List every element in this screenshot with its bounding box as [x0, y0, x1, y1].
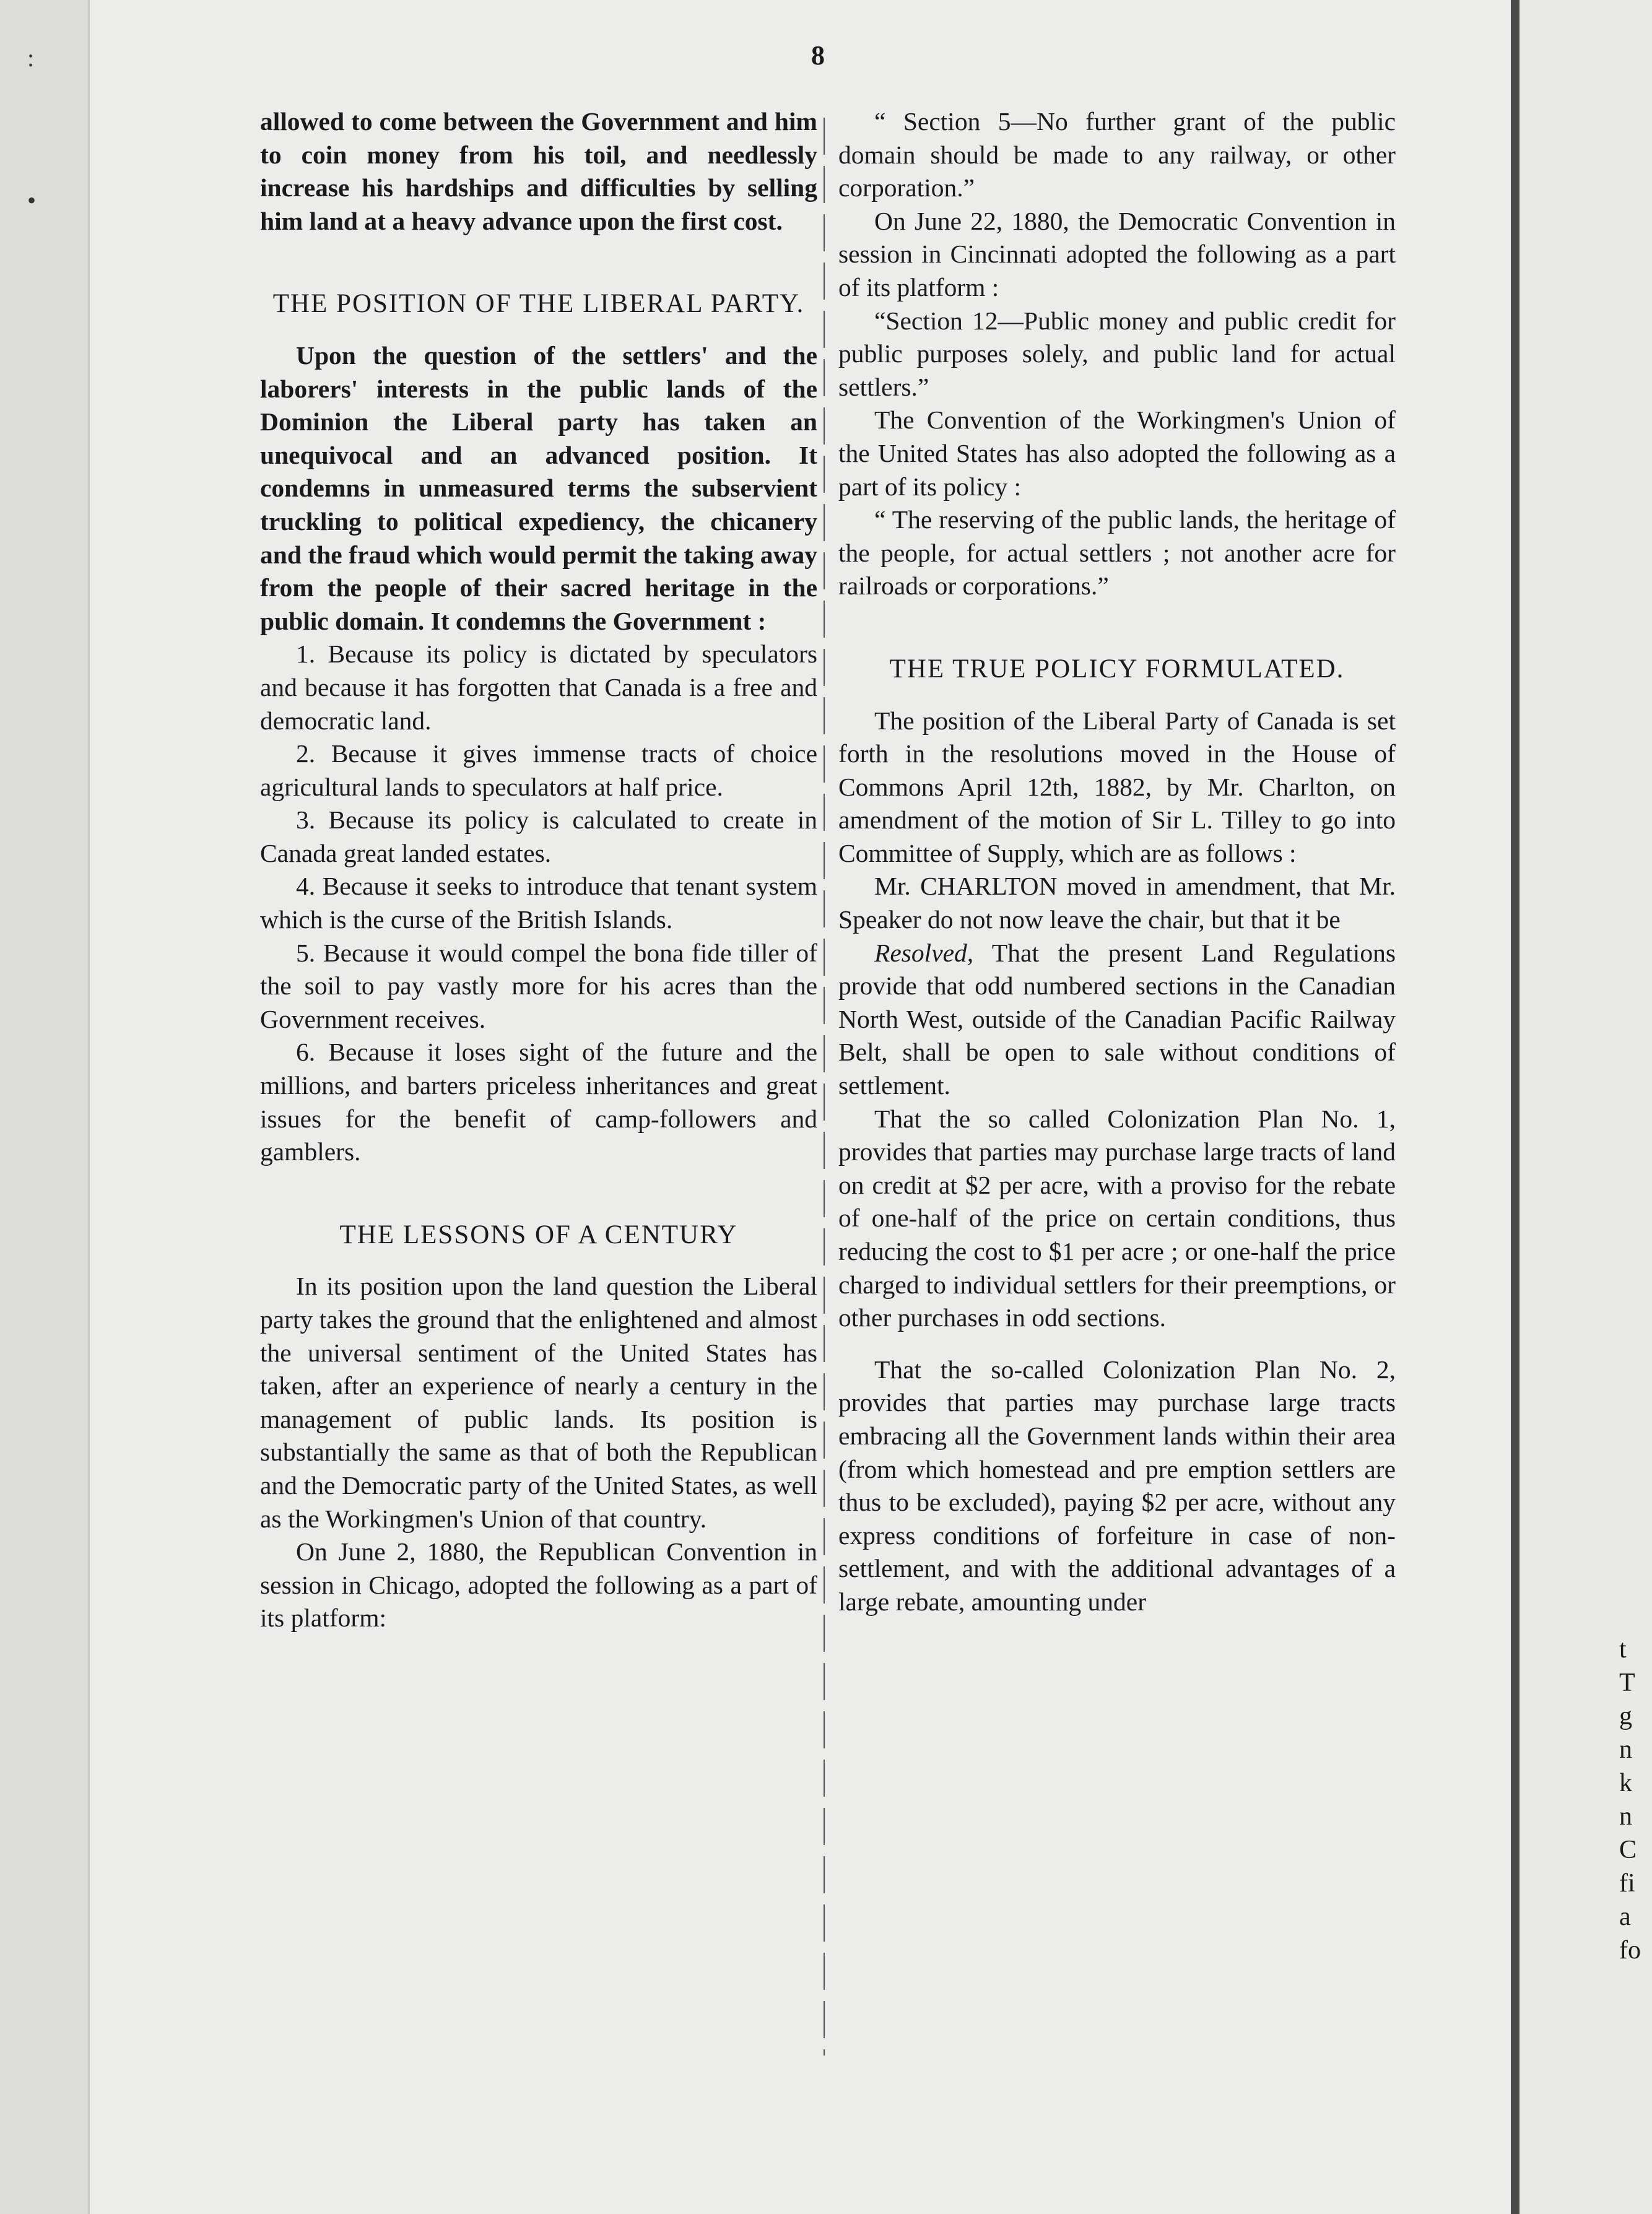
next-page-fragment: fo — [1619, 1936, 1641, 1964]
intro-paragraph: allowed to come between the Government and him to coin money from his toil, and needlessly increase his hardships and difficulties by selling him land at a heavy advance upon the first cost. — [260, 107, 817, 235]
heading-liberal-position: THE POSITION OF THE LIBERAL PARTY. — [272, 289, 805, 319]
margin-mark: • — [27, 186, 37, 214]
next-page-fragment: C — [1619, 1836, 1637, 1864]
heading-lessons: THE LESSONS OF A CENTURY — [339, 1220, 738, 1249]
section12-quote: “Section 12—Public money and public credit for public purposes solely, and public land for actual settlers.” — [838, 306, 1396, 401]
reason-item: 6. Because it loses sight of the future and the millions, and barters priceless inheritances and great issues for the benefit of camp-followers and gamblers. — [260, 1038, 817, 1166]
reason-item: 2. Because it gives immense tracts of choice agricultural lands to speculators at half price. — [260, 739, 817, 801]
resolved-label: Resolved, — [874, 938, 974, 967]
next-page-fragment: fi — [1619, 1869, 1635, 1898]
heading-true-policy: THE TRUE POLICY FORMULATED. — [889, 654, 1345, 684]
workingmen-paragraph: The Convention of the Workingmen's Union of the United States has also adopted the following as a part of its policy : — [838, 406, 1396, 501]
reason-item: 3. Because its policy is calculated to create in Canada great landed estates. — [260, 805, 817, 867]
charlton-paragraph: Mr. CHARLTON moved in amendment, that Mr. Speaker do not now leave the chair, but that it be — [838, 872, 1396, 934]
page-edge-shadow — [1511, 0, 1519, 2214]
liberal-paragraph: Upon the question of the settlers' and the laborers' interests in the public lands of the Dominion the Liberal party has taken an unequivocal and an advanced position. It condemns in unmeasured terms the subservient truckling to political expediency, the chicanery and the fraud which would permit the taking away from the people of their sacred heritage in the public domain. It condemns the Government : — [260, 341, 817, 635]
reserving-quote: “ The reserving of the public lands, the heritage of the people, for actual settlers ; not another acre for railroads or corporations.” — [838, 505, 1396, 601]
position-paragraph: The position of the Liberal Party of Canada is set forth in the resolutions moved in the House of Commons April 12th, 1882, by Mr. Charlton, on amendment of the motion of Sir L. Tilley to go into Committee of Supply, which are as follows : — [838, 706, 1396, 867]
section5-quote: “ Section 5—No further grant of the public domain should be made to any railway, or other corporation.” — [838, 107, 1396, 202]
resolved-paragraph — [838, 937, 1396, 1103]
lessons-paragraph: In its position upon the land question the Liberal party takes the ground that the enlightened and almost the universal sentiment of the United States has taken, after an experience of nearly a century in the management of public lands. Its position is substantially the same as that of both the Republican and the Democratic party of the United States, as well as the Workingmen's Union of that country. — [260, 1272, 817, 1533]
plan1-paragraph: That the so called Colonization Plan No. 1, provides that parties may purchase large tracts of land on credit at $2 per acre, with a proviso for the rebate of one-half of the price on certain conditions, thus reducing the cost to $1 per acre ; or one-half the price charged to individual settlers for their preemptions, or other purchases in odd sections. — [838, 1104, 1396, 1332]
next-page-fragment: k — [1619, 1769, 1632, 1797]
next-page-fragment: t — [1619, 1635, 1627, 1664]
margin-mark: : — [27, 44, 35, 72]
column-rule — [824, 118, 825, 2056]
resolved-text: That the present Land Regulations provide that odd numbered sections in the Canadian North West, outside of the Canadian Pacific Railway Belt, shall be open to sale without conditions of settlement. — [838, 938, 1396, 1100]
next-page-fragment: a — [1619, 1903, 1631, 1931]
republican-paragraph: On June 2, 1880, the Republican Convention in session in Chicago, adopted the following as a part of its platform: — [260, 1537, 817, 1633]
reason-item: 1. Because its policy is dictated by speculators and because it has forgotten that Canada is a free and democratic land. — [260, 640, 817, 735]
right-column — [838, 105, 1396, 1619]
left-column — [260, 105, 817, 1635]
next-page-fragment: n — [1619, 1802, 1632, 1831]
next-page-fragment: T — [1619, 1669, 1635, 1697]
next-page-fragment: n — [1619, 1735, 1632, 1764]
democratic-paragraph: On June 22, 1880, the Democratic Convention in session in Cincinnati adopted the following as a part of its platform : — [838, 206, 1396, 302]
page-number: 8 — [811, 40, 825, 71]
plan2-paragraph: That the so-called Colonization Plan No. 2, provides that parties may purchase large tracts embracing all the Government lands within their area (from which homestead and pre emption settlers are thus to be excluded), paying $2 per acre, without any express conditions of forfeiture in case of non-settlement, and with the additional advantages of a large rebate, amounting under — [838, 1355, 1396, 1616]
reason-item: 5. Because it would compel the bona fide tiller of the soil to pay vastly more for his acres than the Government receives. — [260, 938, 817, 1033]
reason-item: 4. Because it seeks to introduce that tenant system which is the curse of the British Islands. — [260, 872, 817, 934]
next-page-fragment: g — [1619, 1702, 1632, 1730]
